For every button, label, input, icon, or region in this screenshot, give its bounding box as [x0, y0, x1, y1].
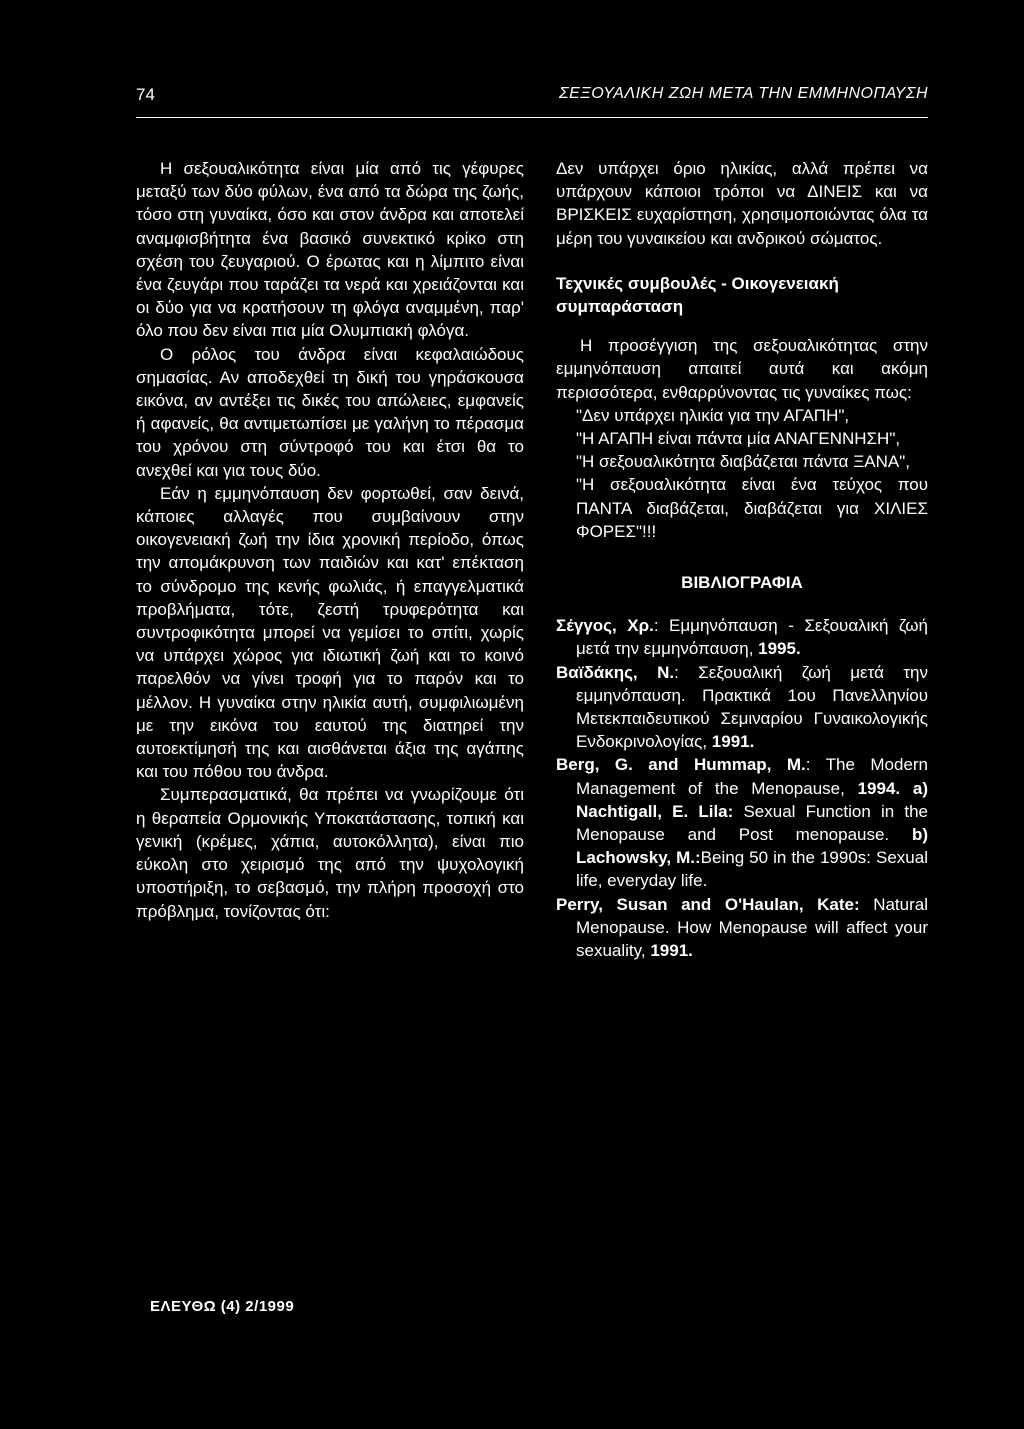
- bib-author: Βαϊδάκης, Ν.: [556, 662, 675, 682]
- paragraph: Η σεξουαλικότητα είναι μία από τις γέφυρες μεταξύ των δύο φύλων, ένα από τα δώρα της ζωής, τόσο στη γυναίκα, όσο και στον άνδρα και αποτελεί αναμφισβήτητα ένα βασικό συνεκτικό κρίκο στη σχέση του ζευγαριού. Ο έρωτας και η λίμπιτο είναι ένα ζευγάρι που ταράζει τα νερά και χρειάζονται και οι δύο για να κρατήσουν τη φλόγα αναμμένη, παρ' όλο που δεν είναι πια μία Ολυμπιακή φλόγα.: [136, 159, 524, 341]
- bib-year: 1994. a) Nachtigall, E. Lila:: [576, 778, 928, 821]
- bib-text: Being 50 in the 1990s: Sexual life, everyday life.: [576, 848, 928, 891]
- section-heading: Τεχνικές συμβουλές - Οικογενειακή συμπαράσταση: [556, 273, 839, 317]
- page-number: 74: [136, 85, 155, 104]
- bib-year: 1995.: [758, 639, 801, 659]
- header-rule: [136, 117, 928, 118]
- paragraph: Συμπερασματικά, θα πρέπει να γνωρίζουμε ότι η θεραπεία Ορμονικής Υποκατάστασης, τοπική και γενική (κρέμες, χάπια, αυτοκόλλητα), είναι πιο εύκολη στο χειρισμό της από την ψυχολογική υποστήριξη, το σεβασμό, την πλήρη προσοχή στο πρόβλημα, τονίζοντας ότι:: [136, 785, 524, 921]
- bibliography-entry: [556, 893, 928, 963]
- bib-author: Perry, Susan and O'Haulan, Kate:: [556, 894, 860, 914]
- bibliography-heading: ΒΙΒΛΙΟΓΡΑΦΙΑ: [681, 573, 803, 593]
- paragraph: Εάν η εμμηνόπαυση δεν φορτωθεί, σαν δεινά, κάποιες αλλαγές που συμβαίνουν στην οικογενειακή ζωή την ίδια χρονική περίοδο, όπως την απομάκρυνση των παιδιών και κατ' επέκταση το σύνδρομο της κενής φωλιάς, ή επαγγελματικά προβλήματα, τότε, ζεστή τρυφερότητα και συντροφικότητα μπορεί να γεμίσει το σπίτι, χωρίς να υπάρχει χώρος για ιδιωτική ζωή και το κοινό παρελθόν να γίνει τροφή για το παρόν και το μέλλον. Η γυναίκα στην ηλικία αυτή, συμφιλιωμένη με την εικόνα του εαυτού της διατηρεί την αυτοεκτίμησή της και αισθάνεται άξια της αγάπης και του πόθου του άνδρα.: [136, 483, 524, 782]
- bib-author: b) Lachowsky, M.:: [576, 825, 928, 868]
- bibliography-entry: [556, 614, 928, 660]
- intro-paragraph: Δεν υπάρχει όριο ηλικίας, αλλά πρέπει να υπάρχουν κάποιοι τρόποι να ΔΙΝΕΙΣ και να ΒΡΙΣΚΕΙΣ ευχαρίστηση, χρησιμοποιώντας όλα τα μέρη του γυναικείου και ανδρικού σώματος.: [556, 159, 928, 248]
- right-column: [556, 157, 928, 962]
- bibliography-entry: [556, 753, 928, 892]
- tips-paragraph: Η προσέγγιση της σεξουαλικότητας στην εμμηνόπαυση απαιτεί αυτά και ακόμη περισσότερα, ενθαρρύνοντας τις γυναίκες πως:: [556, 336, 928, 402]
- bib-text: Natural Menopause. How Menopause will affect your sexuality,: [576, 894, 928, 961]
- quote-line: "Δεν υπάρχει ηλικία για την ΑΓΑΠΗ",: [576, 405, 850, 425]
- bib-year: 1991.: [650, 941, 693, 961]
- bib-author: Σέγγος, Χρ.: [556, 616, 654, 636]
- bib-text: : Σεξουαλική ζωή μετά την εμμηνόπαυση. Πρακτικά 1ου Πανελληνίου Μετεκπαιδευτικού Σεμιναρίου Γυναικολογικής Ενδοκρινολογίας,: [576, 662, 928, 752]
- left-column: [136, 157, 524, 923]
- footer-issue: ΕΛΕΥΘΩ (4) 2/1999: [150, 1298, 295, 1315]
- bib-year: 1991.: [711, 732, 755, 752]
- quote-line: "Η σεξουαλικότητα είναι ένα τεύχος που ΠΑΝΤΑ διαβάζεται, διαβάζεται για ΧΙΛΙΕΣ ΦΟΡΕΣ"!!!: [576, 475, 928, 541]
- quote-line: "Η ΑΓΑΠΗ είναι πάντα μία ΑΝΑΓΕΝΝΗΣΗ",: [576, 429, 901, 449]
- bib-author: Berg, G. and Hummap, M.: [556, 755, 806, 775]
- bibliography-entry: [556, 661, 928, 754]
- bib-text: : Εμμηνόπαυση - Σεξουαλική ζωή μετά την εμμηνόπαυση,: [576, 616, 928, 659]
- quote-line: "Η σεξουαλικότητα διαβάζεται πάντα ΞΑΝΑ",: [576, 452, 910, 472]
- paragraph: Ο ρόλος του άνδρα είναι κεφαλαιώδους σημασίας. Αν αποδεχθεί τη δική του γηράσκουσα εικόνα, αν αντέξει τις δικές του απώλειες, εμφανείς ή αφανείς, θα αντιμετωπίσει με γαλήνη το πέρασμα του χρόνου στη σύντροφό του και έτσι θα το ανεχθεί και για τους δύο.: [136, 344, 524, 480]
- running-title: ΣΕΞΟΥΑΛΙΚΗ ΖΩΗ ΜΕΤΑ ΤΗΝ ΕΜΜΗΝΟΠΑΥΣΗ: [559, 85, 928, 102]
- bib-text: : The Modern Management of the Menopause,: [576, 755, 929, 798]
- bib-text: Sexual Function in the Menopause and Post menopause.: [576, 801, 928, 845]
